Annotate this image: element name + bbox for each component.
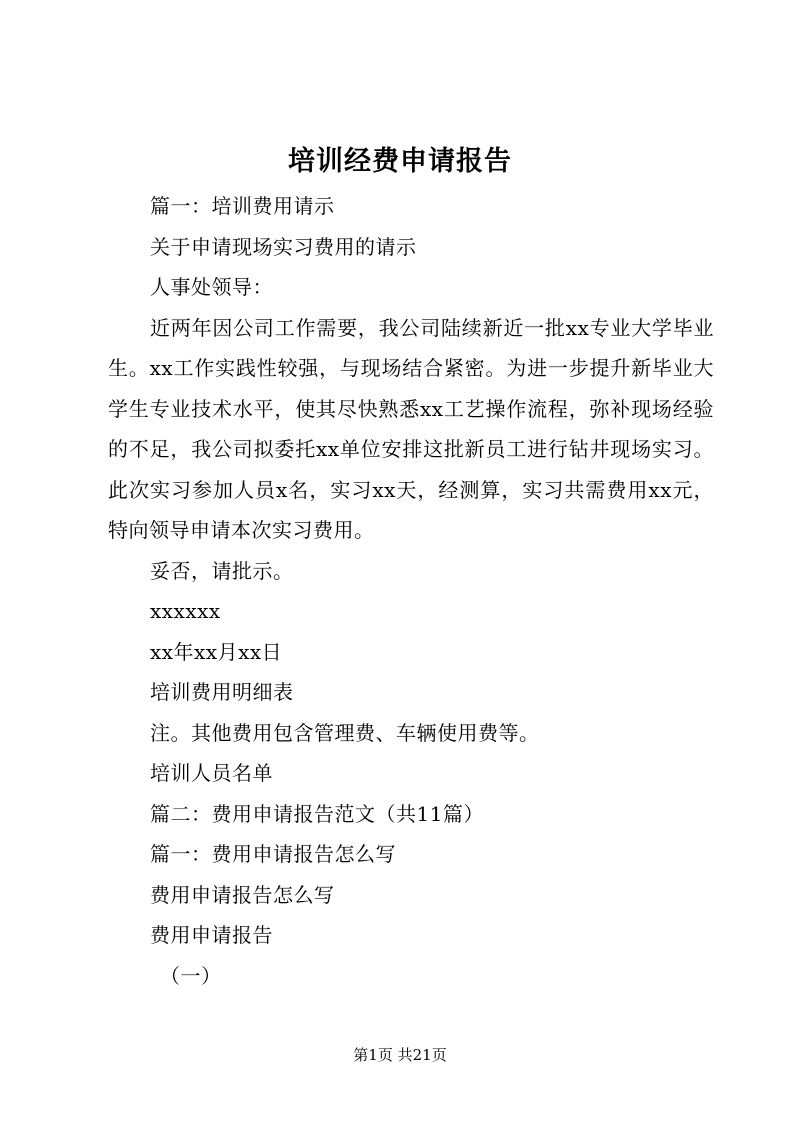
subsection-heading: 篇一：费用申请报告怎么写 (150, 842, 396, 866)
closing-line: 妥否，请批示。 (150, 558, 294, 583)
list-marker: （一） (160, 963, 222, 988)
subheading-report: 费用申请报告 (150, 923, 273, 947)
section-heading-2: 篇二：费用申请报告范文（共11篇） (150, 801, 484, 826)
expense-detail-heading: 培训费用明细表 (150, 680, 294, 704)
request-body-paragraph: 近两年因公司工作需要，我公司陆续新近一批xx专业大学毕业生。xx工作实践性较强，与现场结合紧密。为进一步提升新毕业大学生专业技术水平，使其尽快熟悉xx工艺操作流程，弥补现场经验的不足，我公司拟委托xx单位安排这批新员工进行钻井现场实习。此次实习参加人员x名，实习xx天，经测算，实习共需费用xx元，特向领导申请本次实习费用。 (108, 315, 714, 542)
document-body (108, 186, 714, 996)
trainee-list-heading: 培训人员名单 (150, 761, 273, 785)
subheading-how-to-write: 费用申请报告怎么写 (150, 882, 335, 907)
salutation: 人事处领导： (150, 275, 273, 299)
date-line: xx年xx月xx日 (150, 639, 283, 664)
note-line: 注。其他费用包含管理费、车辆使用费等。 (150, 720, 540, 745)
section-heading-1: 篇一：培训费用请示 (150, 194, 335, 218)
request-subject: 关于申请现场实习费用的请示 (150, 234, 417, 259)
document-title: 培训经费申请报告 (288, 146, 512, 177)
page-footer: 第1页 共21页 (353, 1046, 447, 1064)
signature-placeholder: xxxxxx (150, 599, 221, 623)
